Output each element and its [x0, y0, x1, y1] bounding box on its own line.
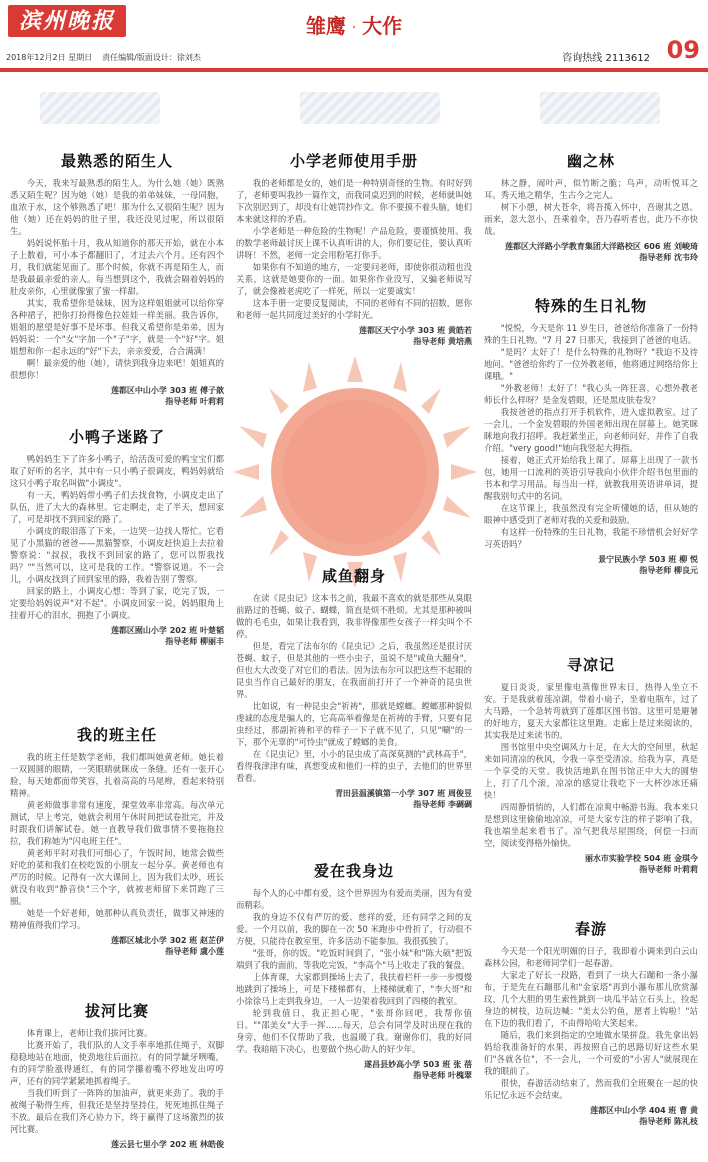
paragraph: 黄老师平时对我们可细心了，午饭时间，她常会做些好吃的菜和我们在校吃饭的小朋友一起分享。黄老师也有严厉的时候。记得有一次大课间上，因为我们太吵，班长就没有收到"静音快"三个字，就被老师留下来罚跑了三圈。 [10, 848, 224, 906]
paragraph: 林之静，闹叶声，似竹断之脆；鸟声，动听悦耳之耳。秀天地之精华，生古今之完人。 [484, 178, 698, 200]
paragraph: 在读《昆虫记》这本书之前，我最不喜欢的就是那些从臭眼前路过的苍蝇、蚊子、蝴蝶，简直是烦不胜烦。尤其是那种被叫做的毛毛虫，如果让我看到，我非得像那些女孩子一样尖叫个不停。 [236, 593, 472, 639]
article-title: 幽之林 [566, 152, 615, 170]
paragraph: 我按爸爸的指点打开手机软件，进入虚拟教室。过了一会儿，一个金发碧眼的外国老师出现在屏幕上。她笑眯眯地向我打招呼。我赶紧坐正，向老师问好，并作了自我介绍。"very good!"她向我竖起大拇指。 [484, 407, 698, 453]
paragraph: 每个人的心中都有爱，这个世界因为有爱而美丽，因为有爱而精彩。 [236, 888, 472, 910]
article-title: 最熟悉的陌生人 [60, 152, 173, 170]
paragraph: 今天，我来写最熟悉的陌生人。为什么她（她）既熟悉又陌生呢？因为她（她）是我的弟弟妹妹，一母同胞，血浓于水，这个够熟悉了吧！那为什么又很陌生呢？因为他（她）还在妈妈的肚子里，我还没见过呢，所以很陌生。 [10, 178, 224, 236]
hotline: 咨询热线 2113612 [562, 53, 650, 64]
paragraph: 有这样一份特殊的生日礼物，我能不珍惜机会好好学习英语吗？ [484, 527, 698, 549]
paragraph: 小调皮的眼泪落了下来，一边哭一边找人帮忙。它看见了小黑猫的爸爸——黑猫警察，小调皮赶快追上去拉着警察说："叔叔，我找不到回家的路了，您可以帮我找吗？""当然可以，这可是我的工作。"警察说道。不一会儿，小调皮找到了回到家里的路，我着告别了警察。 [10, 526, 224, 584]
paragraph: 轮到我值日，我正担心呢，"张哥你回吧，我帮你值日。""邵美女"大手一挥……每天，总会有同学及时出现在我的身旁，他们不仅帮助了我，也温暖了我。谢谢你们，我的好同学。我暗暗下决心，也要做个热心助人的好少年。 [236, 1008, 472, 1054]
paragraph: "是吗？太好了！是什么特殊的礼物呀？"我迫不及待地问。"爸爸给你约了一位外教老师，他将通过网络给你上课哦。" [484, 347, 698, 381]
paragraph: 如果你有不知道的地方，一定要问老师，即使你很动粗也没关系，这就是她要你的一面。如果你作业没写，又骗老师说写了，就会像被老虎吃了一样死，所以一定要诚实！ [236, 262, 472, 296]
paragraph: 接着，她正式开始给我上课了。屏幕上出现了一款书包，她用一口流利的英语引导我向小伙伴介绍书包里面的书本和学习用品。每当出一样，就教我用英语讲单词，提醒我别句式中的名词。 [484, 455, 698, 501]
article-lost-duckling [10, 426, 224, 647]
paragraph: 其实，我希望你是妹妹，因为这样姐姐就可以给你穿各种裙子，把你打扮得像色拉娃娃一样美丽。我告诉你，姐姐的愿望是好事不是坏事。但我又希望你是弟弟，因为妈妈说：一个"女"字加一个"子"字，就是一个"好"字。姐姐想和你一起永远的"好"下去，亲亲爱爱，合合满满！ [10, 298, 224, 356]
byline: 青田县温溪镇第一小学 307 班 周俊昱 指导老师 李碉碉 [334, 789, 472, 809]
byline: 遂昌县妙高小学 503 班 张 蓓 指导老师 叶槐翠 [364, 1060, 472, 1080]
byline: 景宁民族小学 503 班 柳 悦 指导老师 柳良元 [598, 555, 698, 575]
column-title: 雏鹰 · 大作 [305, 14, 403, 38]
paragraph: 妈妈说怀胎十月，我从知道你的那天开始，就在小本子上数着，可小本子都翻旧了，才过去六个月。还有四个月，我们就能见面了。那个时候，你就不再是陌生人，而是我最最亲爱的亲人。每当想到这个，我就会隔着妈妈的肚皮亲你，心里就像蜜了蜜一样甜。 [10, 238, 224, 296]
article-spring-outing [484, 918, 698, 1127]
article-teacher-manual [236, 150, 472, 347]
paragraph: 大家走了好长一段路，看到了一块大石蹦和一条小瀑布，于是先在石蹦那儿和"金家塔"再到小瀑布那儿欣赏瀑玟，几个大胆的男生索性跳到一块瓜半站立石头上，捡起身边的树枝，边玩边喊："美太公钓鱼，愿者上钩啦！"站在下边的我们看了，不由得哈哈大笑起来。 [484, 970, 698, 1028]
paragraph: 随后，我们来到指定的空地做水果拼盘。我先拿出妈妈给我准备好的水果，再按照自己的思路切好这些水果们"各就各位"，不一会儿，一个可爱的"小害人"就展现在我的眼前了。 [484, 1030, 698, 1076]
paragraph: 图书馆里中央空调风力十足，在大大的空间里，秋起来如同清凉的秋风，令我一享至受清凉。给我为享，真是一个享受的天堂。我快活地趴在图书馆正中大大的圆垫上，打了几个滚，凉凉的感觉让我吃下一大杯沙冰还痛快！ [484, 742, 698, 800]
paragraph: 鸭妈妈生下了许多小鸭子，给活泼可爱的鸭宝宝们都取了好听的名字，其中有一只小鸭子很调皮，鸭妈妈就给这只小鸭子取名叫做"小调皮"。 [10, 454, 224, 488]
column-sub: 大作 [362, 14, 403, 38]
article-title: 寻凉记 [566, 656, 615, 674]
byline: 莲都区城北小学 302 班 赵芷伊 指导老师 虞小莲 [110, 936, 224, 956]
page-header [0, 0, 708, 72]
paragraph: 我的老师都是女的，她们是一种特别奇怪的生物。有时好到了，老师要叫我抄一篇作文，而我同桌迟到的时候，老师就叫她下次别迟到了，却没有让她罚抄作文。你不要摸不着头脑，她们本来就这样的矛盾。 [236, 178, 472, 224]
article-title: 特殊的生日礼物 [534, 297, 647, 315]
byline: 莲都区中山小学 303 班 傅子歆 指导老师 叶莉莉 [110, 386, 224, 406]
paragraph: 她是一个好老师，她那种认真负责任，做事又神速的精神值得我们学习。 [10, 908, 224, 930]
editor-credit: 责任编辑/版面设计：徐刘杰 [102, 53, 201, 62]
sun-illustration [233, 356, 477, 588]
paragraph: "张哥，你的饭。"吃饭时间到了，"张小妹"和"陈大硕"把饭端到了我的面前，等我吃完饭，"李高个"马上收走了我的餐盘。 [236, 948, 472, 970]
paragraph: 夏日炎炎，家里像电蒸像世界末日，热得人坐立不安。于是我就着莲凉湖，带着小扇子，坐着电瓶车，过了大马路，一个急转弯就到了莲都区图书馆。这里可是避暑的好地方，夏天大家都往这里跑。走廊上是过来阅读的，其实我是过来读书的。 [484, 682, 698, 740]
cloud-decoration-right [540, 92, 660, 124]
paragraph: 树下小憩，树大苍伞，将吾揽入怀中，吾谢其之恩。雨来，忽大忽小，吾乘着伞，吾乃春听者也，此乃不亦快哉。 [484, 202, 698, 236]
article-title: 春游 [574, 920, 607, 938]
paragraph: 体育课上，老师让我们拔河比赛。 [26, 1028, 153, 1038]
dateline [6, 52, 211, 63]
header-rule [0, 68, 708, 72]
article-title: 小学老师使用手册 [289, 152, 418, 170]
paragraph: 回家的路上，小调皮心想：等到了家，吃完了饭，一定要给妈妈说声"对不起"。小调皮回家一说，妈妈眼角上挂着开心的泪水，拥抱了小调皮。 [10, 586, 224, 620]
byline: 莲云县七里小学 202 班 林皓俊 [110, 1140, 224, 1149]
article-title: 爱在我身边 [313, 862, 394, 880]
paragraph: 黄老师做事非常有速度，课堂效率非常高。每次单元测试，早上考完，她就会利用午休时间把试卷批完，并及时跟我们讲解试卷。她一直教导我们做事情不要拖拖拉拉，我们称她为"闪电班主任"。 [10, 800, 224, 846]
article-title: 小鸭子迷路了 [68, 428, 165, 446]
paragraph: 在《昆虫记》里，小小的昆虫成了高深莫测的"武林高手"，看得我津津有味，真想变成和他们一样的虫子，去他们的世界里看看。 [236, 749, 472, 783]
paragraph: 我的身边不仅有严厉的爱、慈祥的爱，还有同学之间的友爱。一个月以前，我的脚在一次 50 米跑步中骨折了，行动很不方便，只能待在教室里，许多活动不能参加。我很孤独了。 [236, 912, 472, 946]
paragraph: 比赛开始了，我们队的人文手率率地抓住绳子，双脚稳稳地站在地面，使劲地往后面拉。有的同学龇牙咧嘴，有的同学脸涨得通红，有的同学攥着嘴不停地发出哼哼声，还有的同学紧紧地抓着绳子。 [10, 1040, 224, 1086]
byline: 莲都区中山小学 404 班 曹 黄 指导老师 陈礼枝 [590, 1106, 698, 1126]
article-seeking-cool [484, 654, 698, 875]
paragraph: 比如说，有一种昆虫会"祈祷"，那就是螳螂。螳螂那种貌似虔诚的态度是骗人的，它高高举着像是在祈祷的手臂，只要有昆虫经过，那副祈祷和平的样子一下子就不见了，只见"唰"的一下，那个无辜的"可怜虫"就成了螳螂的美食。 [236, 701, 472, 747]
paragraph: 四周静悄悄的，人们都在凉爽中畅游书海。我本来只是想到这里偷偷地凉凉，可是大家专注的样子影响了我，我也端坐起来看书了。凉气把我尽屋围绕，何偿一扫而空，阅读变得格外愉快。 [484, 802, 698, 848]
article-tug-of-war [10, 1000, 224, 1150]
newspaper-logo: 滨州晚报 [8, 5, 126, 37]
paragraph: 小学老师是一种危险的生物呢！产品危险，要谨慎使用。我的数学老师最讨厌上课不认真听讲的人，你们要记住，要认真听讲呀！不然，老师一定会用粉笔打你手。 [236, 226, 472, 260]
paragraph: 有一天，鸭妈妈带小鸭子们去找食物，小调皮走出了队伍，进了大大的森林里。它走啊走，走了半天，想回家了，可是却找不到回家的路了。 [10, 490, 224, 524]
issue-date: 2018年12月2日 星期日 [6, 53, 93, 62]
paragraph: 今天是一个阳光明媚的日子，我即着小调来到白云山森林公园，和老师同学们一起春游。 [484, 946, 698, 968]
article-salted-fish [236, 565, 472, 810]
byline: 丽水市实验学校 504 班 金琪今 指导老师 叶莉莉 [584, 854, 698, 874]
cloud-decoration-left [40, 92, 160, 124]
column-main: 雏鹰 [305, 14, 346, 38]
article-love-around-me [236, 860, 472, 1081]
paragraph: 这本手册一定要反复阅读，不同的老师有不同的招数，愿你和老师一起共同度过美好的小学时光。 [236, 298, 472, 320]
cloud-decoration-center [300, 92, 440, 124]
paragraph: "外教老师！太好了！"我心头一阵狂喜，心想外教老师长什么样呀？是金发碧眼，还是黑皮肤卷发？ [484, 383, 698, 405]
article-birthday-gift [484, 295, 698, 576]
paragraph: 当我们听到了一阵阵的加油声，就更来劲了。我的手被绳子勒得生疼，但我还是坚持坚持住，死死地抓住绳子不放。最后在我们齐心协力下，终于赢得了这场激烈的拔河比赛。 [10, 1088, 224, 1134]
paragraph: 但是，看完了法布尔的《昆虫记》之后，我虽然还是很讨厌苍蝇、蚊子，但是其他的一些小虫子，虽说不是"咸鱼大翻身"，但也大大改变了对它们的看法。因为法布尔可以把这些不起眼的昆虫当作自己最好的朋友，在我面前打开了一个神奇的昆虫世界。 [236, 641, 472, 699]
paragraph: 我的班主任是数学老师，我们都叫她黄老师。她长着一双圆圆的眼睛，一笑眼睛就眯成一条缝。还有一张开心脸，每天她都面带笑容，扎着高高的马尾辫，看起来特别精神。 [10, 752, 224, 798]
paragraph: 在这节课上，我虽然没有完全听懂她的话，但从她的眼神中感受到了老师对我的关爱和鼓励。 [484, 503, 698, 525]
article-title: 拔河比赛 [84, 1002, 149, 1020]
byline: 莲都区大洋路小学教育集团大洋路校区 606 班 刘峻琦 指导老师 沈韦玲 [504, 242, 698, 262]
article-title: 我的班主任 [76, 726, 157, 744]
byline: 莲都区天宁小学 303 班 黄皓若 指导老师 黄培燕 [358, 326, 472, 346]
page-number: 09 [666, 36, 700, 64]
paragraph: 上体育课，大家都到操场上去了，我扶着栏杆一步一步慢慢地跳到了操场上，可是下楼梯都有，上楼梯就难了，"李大哥"和小徐徐马上走到我身边，一人一边架着我回到了四楼的教室。 [236, 972, 472, 1006]
article-head-teacher [10, 724, 224, 957]
article-familiar-stranger [10, 150, 224, 407]
paragraph: 啊！最亲爱的他（她），请快到我身边来吧！姐姐真的很想你！ [10, 358, 224, 380]
article-title: 咸鱼翻身 [321, 567, 386, 585]
paragraph: "悦悦，今天是你 11 岁生日，爸爸给你准备了一份特殊的生日礼物。"7 月 27 日那天，我接到了爸爸的电话。 [484, 323, 698, 345]
article-quiet-forest [484, 150, 698, 263]
byline: 莲都区囿山小学 202 班 叶楚韬 指导老师 柳丽丰 [110, 626, 224, 646]
paragraph: 很快，春游活动结束了，然而我们全班聚在一起的快乐记忆永远不会结束。 [484, 1078, 698, 1100]
